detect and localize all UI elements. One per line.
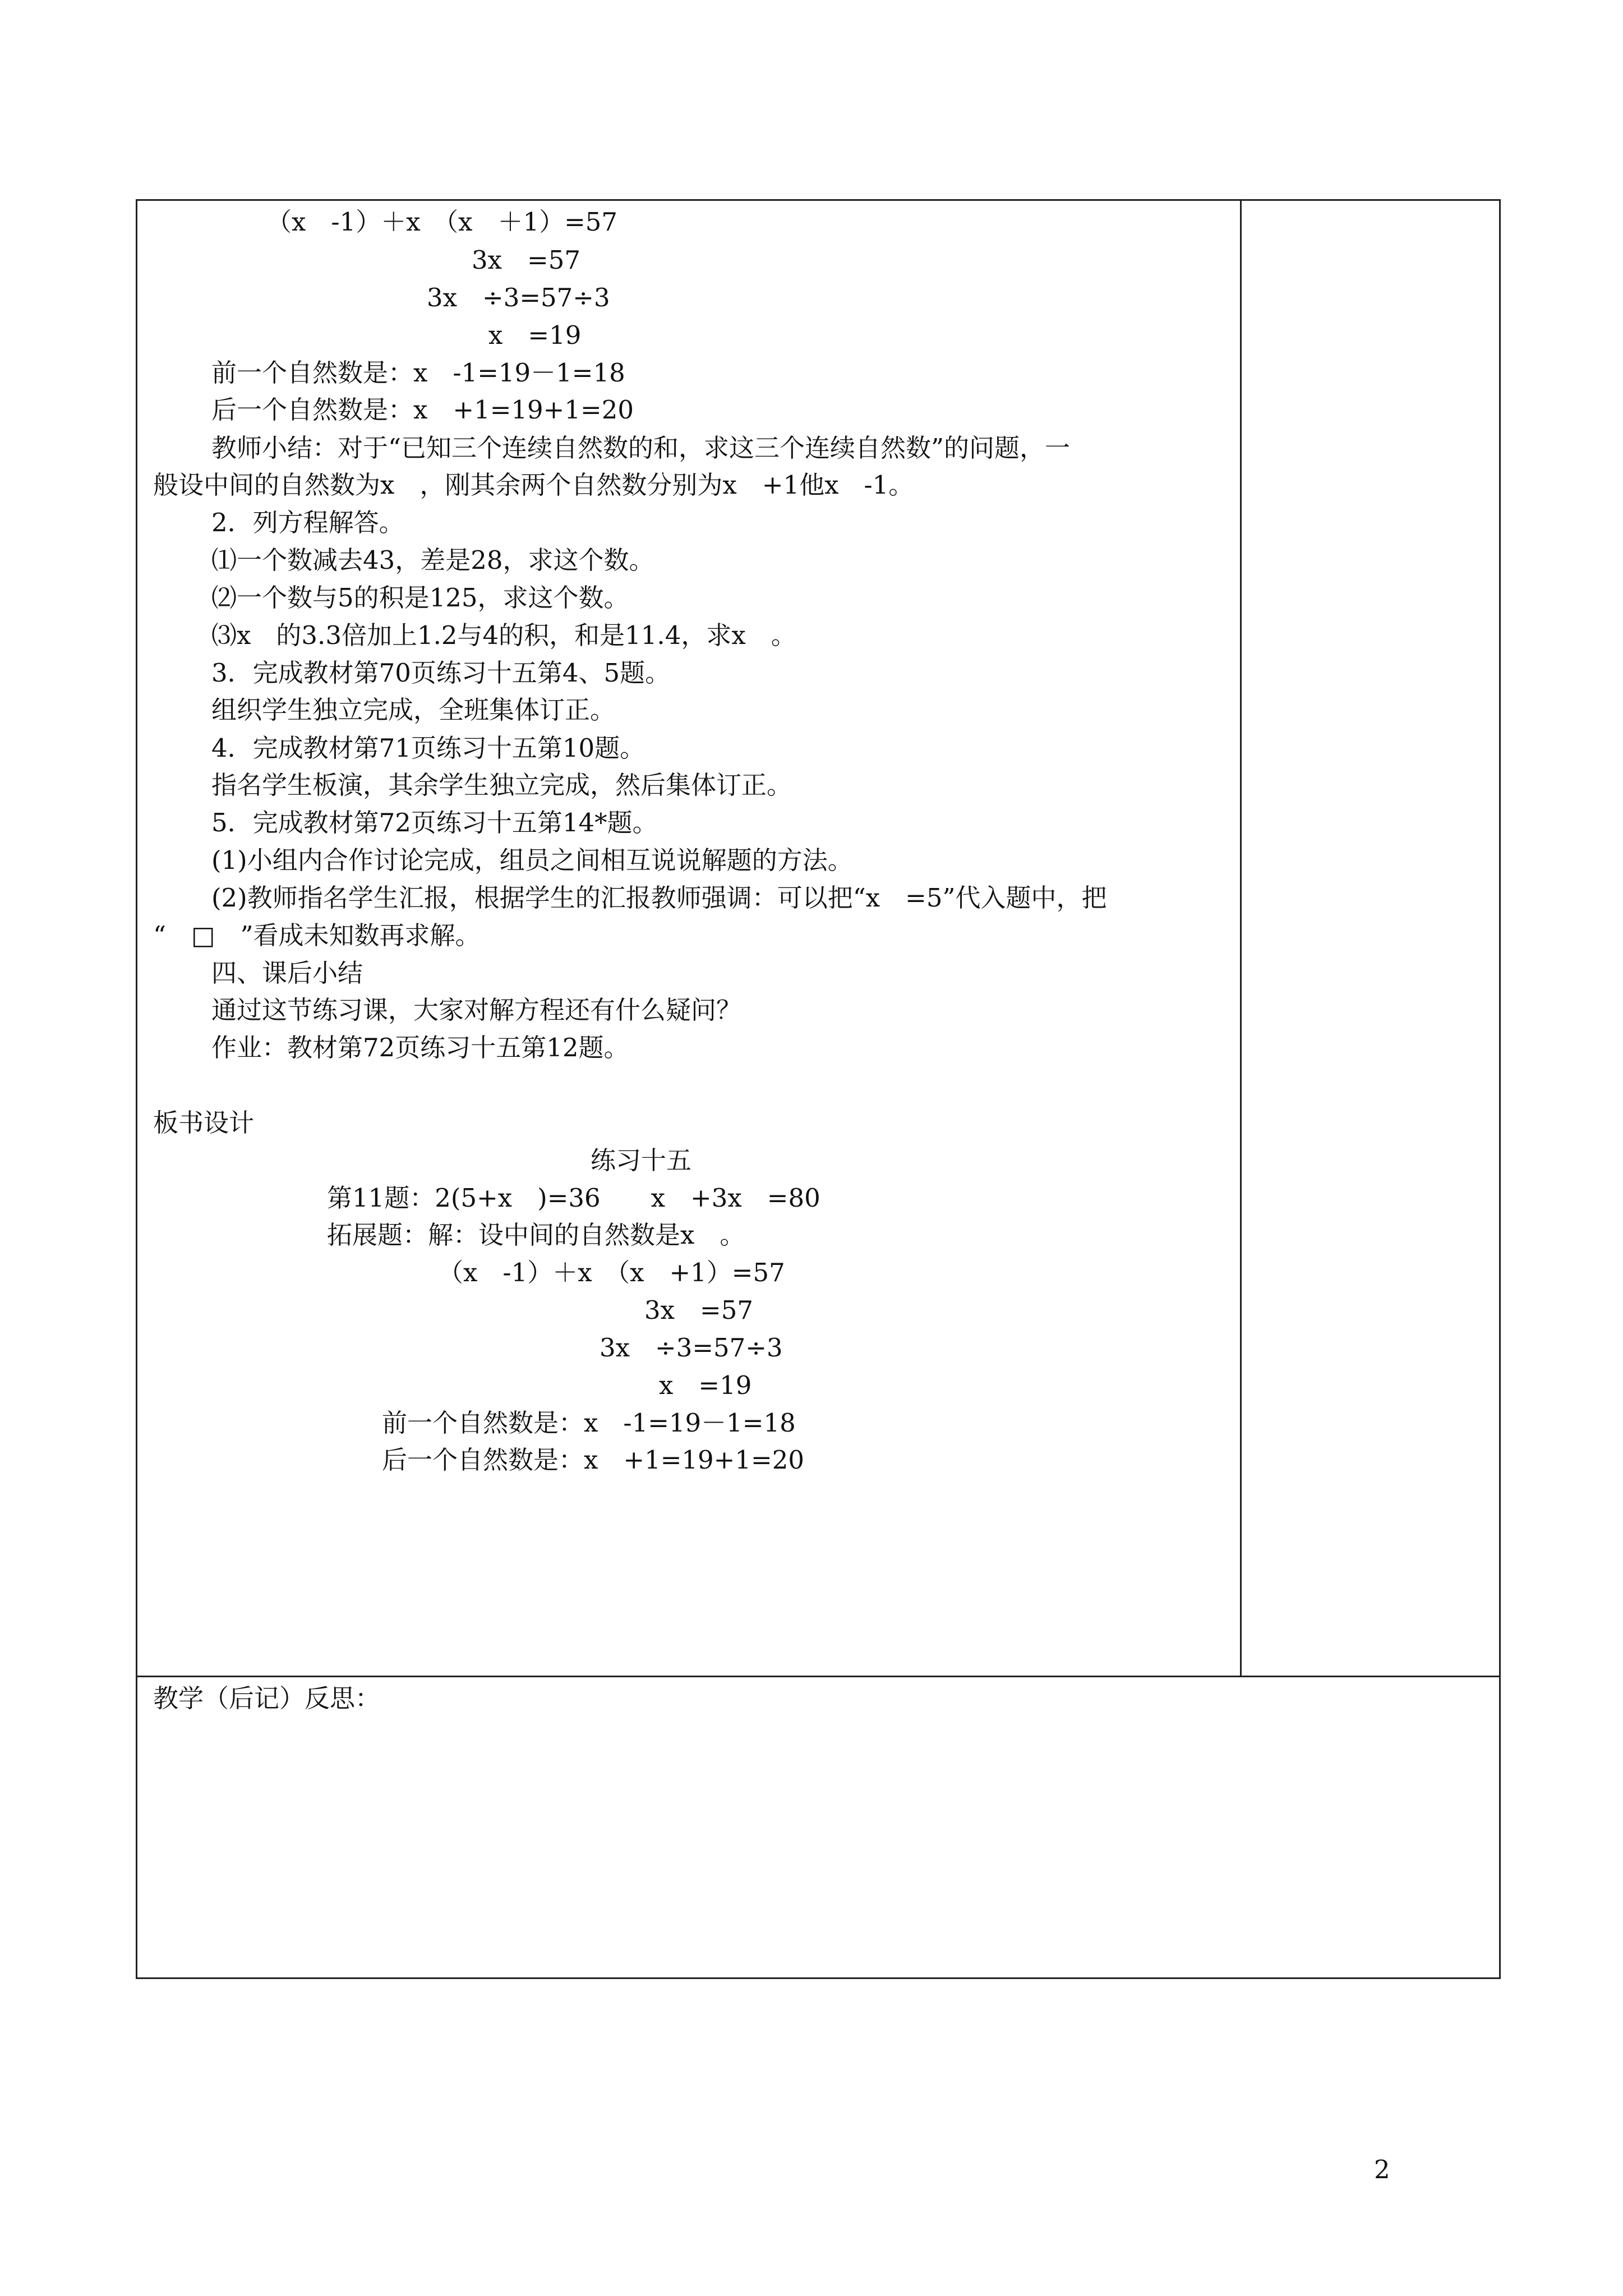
content-line: ⑵一个数与5的积是125，求这个数。 (211, 583, 629, 613)
content-line: 3x ÷3=57÷3 (427, 283, 610, 312)
content-line: 3x =57 (472, 245, 580, 275)
content-line: 后一个自然数是：x +1=19+1=20 (382, 1445, 804, 1475)
reflection-label: 教学（后记）反思： (153, 1683, 381, 1713)
content-line: x =19 (488, 320, 582, 350)
page-number: 2 (1374, 2155, 1390, 2184)
content-line: 指名学生板演，其余学生独立完成，然后集体订正。 (211, 770, 792, 800)
content-line: 通过这节练习课，大家对解方程还有什么疑问？ (211, 995, 742, 1025)
content-line: 3x =57 (644, 1295, 753, 1325)
content-line: 拓展题：解：设中间的自然数是x 。 (327, 1220, 745, 1250)
content-line: 作业：教材第72页练习十五第12题。 (211, 1033, 629, 1062)
content-line: 后一个自然数是：x +1=19+1=20 (211, 395, 634, 425)
lesson-content-cell (137, 201, 1240, 1677)
content-line: 前一个自然数是：x -1=19－1=18 (211, 358, 625, 388)
lesson-table (136, 199, 1501, 1979)
lesson-content-row (137, 201, 1499, 1677)
content-line: 3．完成教材第70页练习十五第4、5题。 (211, 658, 671, 688)
content-line: 3x ÷3=57÷3 (600, 1333, 783, 1363)
content-line: x =19 (659, 1370, 752, 1400)
side-notes-column-divider (1240, 201, 1242, 1677)
content-line: （x -1）＋x （x +1）=57 (438, 1258, 785, 1287)
content-line: 板书设计 (153, 1108, 255, 1138)
content-line: 四、课后小结 (211, 958, 363, 988)
content-line: 2．列方程解答。 (211, 508, 404, 537)
content-line: 5．完成教材第72页练习十五第14*题。 (211, 808, 658, 838)
content-line: 4．完成教材第71页练习十五第10题。 (211, 733, 645, 763)
content-line: 组织学生独立完成，全班集体订正。 (211, 695, 616, 725)
content-line: (2)教师指名学生汇报，根据学生的汇报教师强调：可以把“x =5”代入题中，把 (211, 883, 1107, 913)
content-line: ⑶x 的3.3倍加上1.2与4的积，和是11.4，求x 。 (211, 620, 796, 650)
content-line: (1)小组内合作讨论完成，组员之间相互说说解题的方法。 (211, 845, 853, 875)
content-line: 教师小结：对于“已知三个连续自然数的和，求这三个连续自然数”的问题，一 (211, 433, 1071, 463)
content-line: （x -1）＋x （x ＋1）=57 (266, 207, 618, 237)
content-line: “ □ ”看成未知数再求解。 (153, 921, 481, 950)
content-line: 般设中间的自然数为x ，刚其余两个自然数分别为x +1他x -1。 (153, 470, 914, 500)
content-line: 练习十五 (591, 1145, 692, 1175)
content-line: ⑴一个数减去43，差是28，求这个数。 (211, 545, 654, 575)
content-line: 第11题：2(5+x )=36 x +3x =80 (327, 1183, 820, 1213)
content-line: 前一个自然数是：x -1=19－1=18 (382, 1408, 796, 1438)
